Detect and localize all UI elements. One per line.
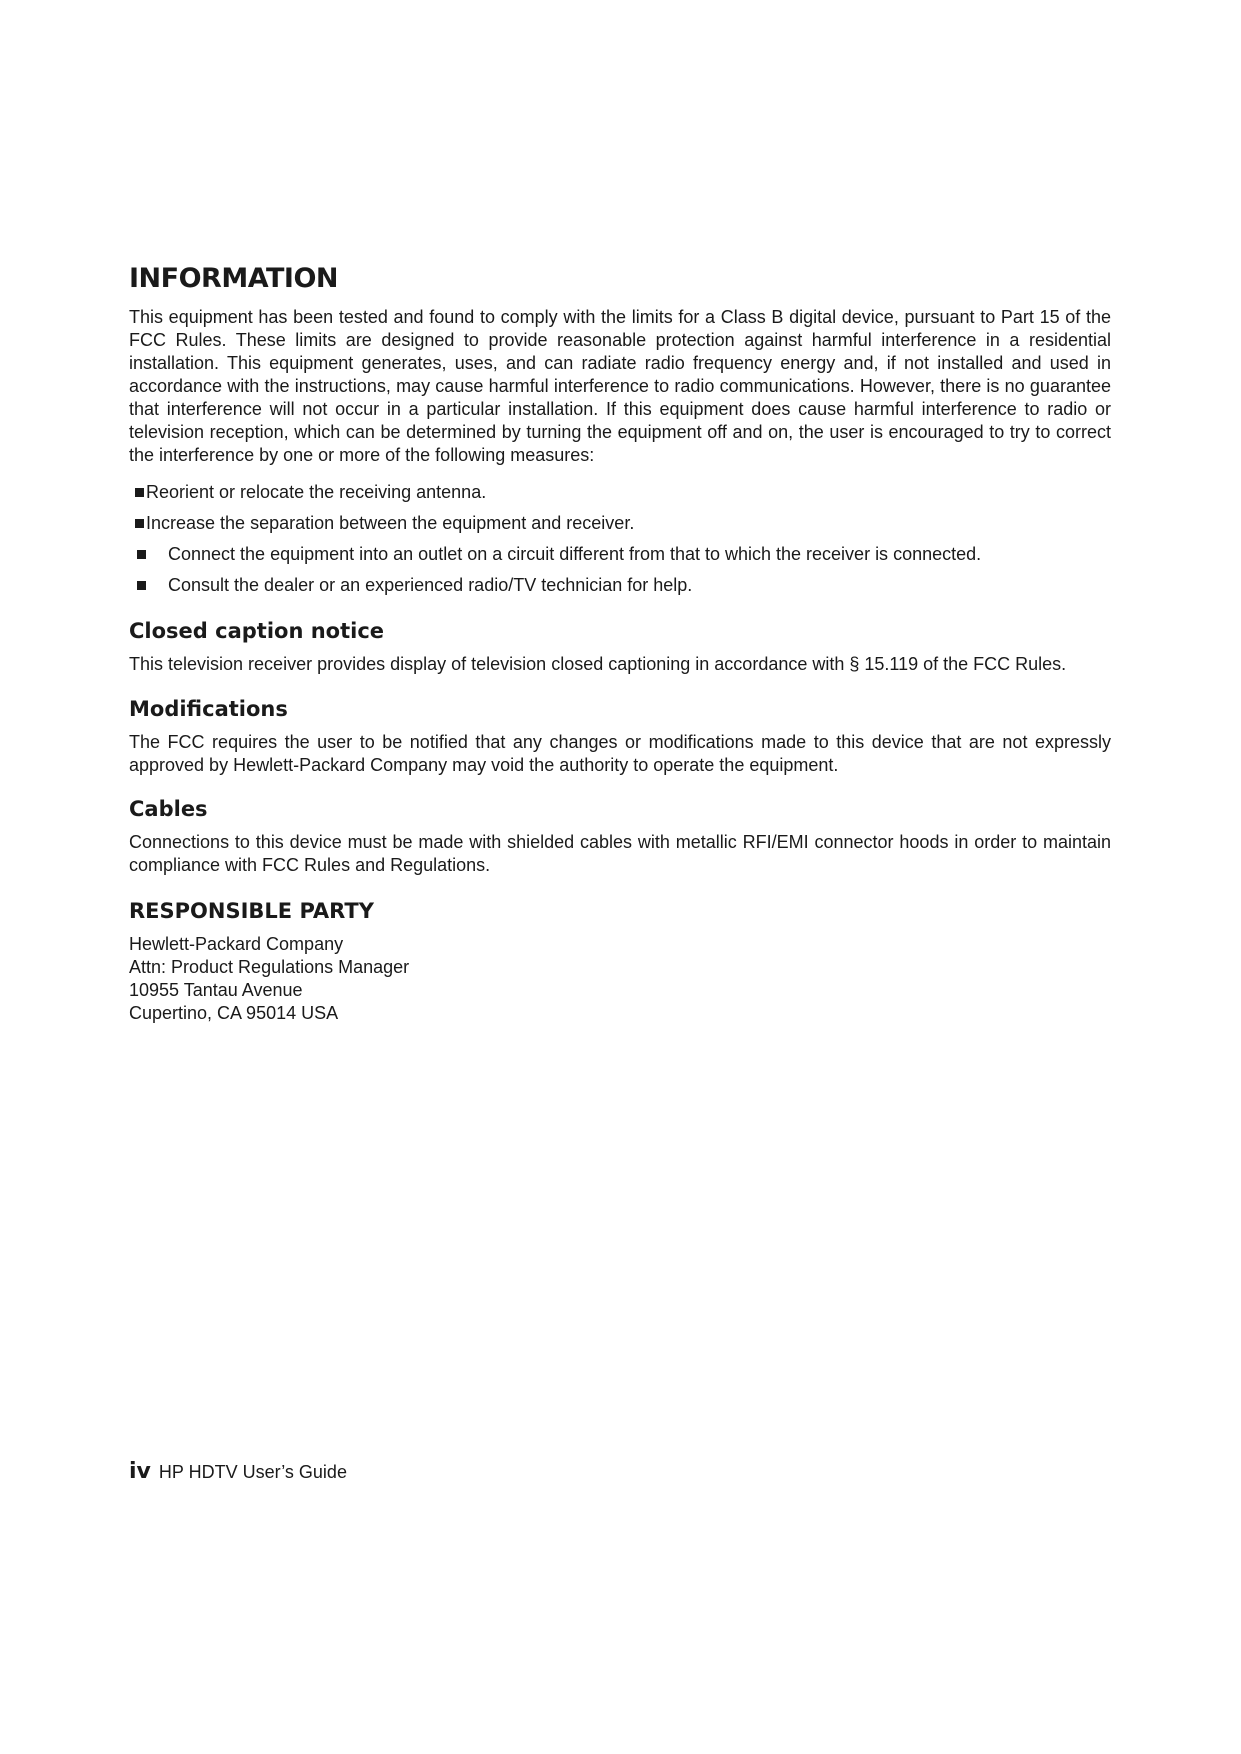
closed-caption-section — [129, 617, 1111, 676]
guide-title: HP HDTV User’s Guide — [158, 1462, 347, 1482]
cables-text: Connections to this device must be made with shielded cables with metallic RFI/EMI connector hoods in order to maintain compliance with FCC Rules and Regulations. — [129, 832, 1111, 875]
list-item — [129, 508, 1111, 539]
measure-text: Connect the equipment into an outlet on a circuit different from that to which the receiver is connected. — [168, 544, 982, 564]
list-item — [129, 539, 1111, 570]
responsible-party-heading: RESPONSIBLE PARTY — [129, 899, 374, 923]
list-item — [129, 570, 1111, 601]
page-footer — [129, 1459, 347, 1484]
modifications-heading: Modifications — [129, 697, 288, 721]
square-bullet-icon — [135, 519, 144, 528]
intro-paragraph: This equipment has been tested and found to comply with the limits for a Class B digital device, pursuant to Part 15 of the FCC Rules. These limits are designed to provide reasonable protection against harmful interference in a residential installation. This equipment generates, uses, and can radiate radio frequency energy and, if not installed and used in accordance with the instructions, may cause harmful interference to radio communications. However, there is no guarantee that interference will not occur in a particular installation. If this equipment does cause harmful interference to radio or television reception, which can be determined by turning the equipment off and on, the user is encouraged to try to correct the interference by one or more of the following measures: — [129, 307, 1111, 465]
measure-text: Increase the separation between the equipment and receiver. — [146, 513, 635, 533]
page-title: INFORMATION — [129, 263, 339, 294]
responsible-party-section — [129, 897, 1111, 1025]
address-line-city: Cupertino, CA 95014 USA — [129, 1003, 339, 1023]
modifications-section — [129, 695, 1111, 777]
square-bullet-icon — [137, 581, 146, 590]
address-line-company: Hewlett-Packard Company — [129, 934, 344, 954]
closed-caption-heading: Closed caption notice — [129, 619, 385, 643]
closed-caption-text: This television receiver provides display of television closed captioning in accordance with § 15.119 of the FCC Rules. — [129, 654, 1067, 674]
address-line-attn: Attn: Product Regulations Manager — [129, 957, 410, 977]
square-bullet-icon — [137, 550, 146, 559]
measure-text: Reorient or relocate the receiving antenna. — [146, 482, 487, 502]
address-line-street: 10955 Tantau Avenue — [129, 980, 303, 1000]
cables-heading: Cables — [129, 797, 208, 821]
cables-section — [129, 795, 1111, 877]
page-number: iv — [129, 1459, 151, 1484]
square-bullet-icon — [135, 488, 144, 497]
list-item — [129, 477, 1111, 508]
measures-list — [129, 477, 1111, 601]
measure-text: Consult the dealer or an experienced radio/TV technician for help. — [168, 575, 693, 595]
document-page — [129, 262, 1111, 1025]
modifications-text: The FCC requires the user to be notified that any changes or modifications made to this device that are not expressly approved by Hewlett-Packard Company may void the authority to operate the equipment. — [129, 732, 1111, 775]
